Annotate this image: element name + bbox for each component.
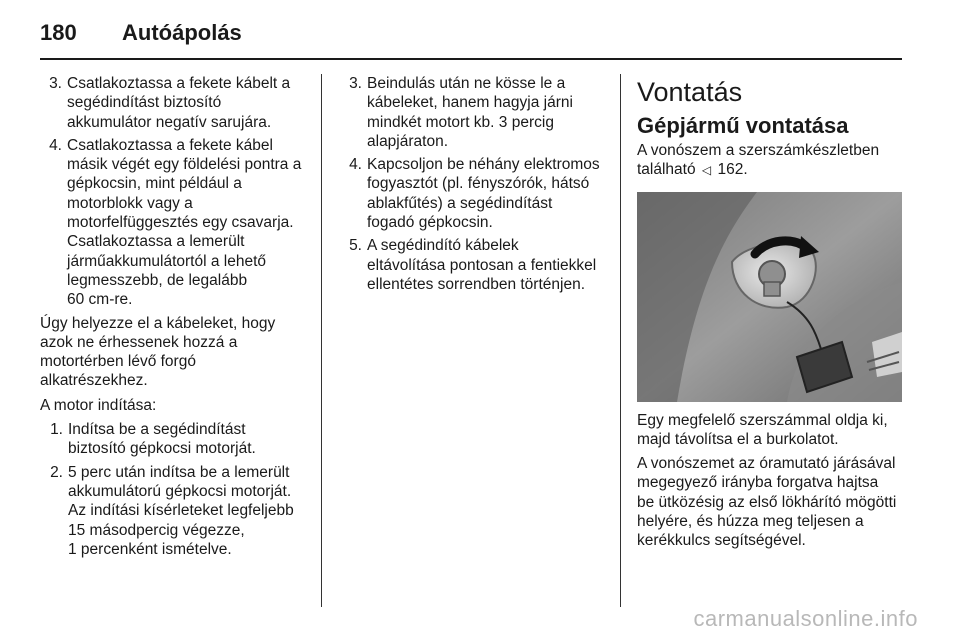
list-item: 3. Beindulás után ne kösse le a kábeleket, hanem hagyja járni mindkét motort kb. 3 percig alapjáraton. bbox=[349, 75, 573, 150]
engine-start-label: A motor indítása: bbox=[40, 396, 157, 414]
header-rule bbox=[40, 58, 902, 60]
column-1 bbox=[40, 74, 308, 563]
column-3 bbox=[637, 74, 905, 556]
after-start-steps bbox=[340, 74, 608, 294]
list-item: 2. 5 perc után indítsa be a lemerült akkumulátorú gépkocsi motorját. Az indítási kísérleteket legfeljebb 15 másodpercig végezze, 1 percenként ismételve. bbox=[50, 463, 294, 558]
page-number: 180 bbox=[40, 20, 77, 45]
list-item: 5. A segédindító kábelek eltávolítása pontosan a fentiekkel ellentétes sorrendben történjen. bbox=[349, 237, 597, 293]
column-divider-2 bbox=[620, 74, 621, 607]
list-item: 4. Kapcsoljon be néhány elektromos fogyasztót (pl. fényszórók, hátsó ablakfűtés) a segédindítást fogadó gépkocsin. bbox=[349, 156, 600, 232]
list-item: 3. Csatlakoztassa a fekete kábelt a segédindítást biztosító akkumulátor negatív sarujára. bbox=[49, 75, 291, 131]
column-divider-1 bbox=[321, 74, 322, 607]
engine-start-steps bbox=[44, 420, 308, 559]
reference-arrow-icon: ◁ bbox=[701, 163, 712, 178]
jump-start-steps-continued bbox=[40, 74, 308, 310]
screw-in-towing-eye-instruction: A vonószemet az óramutató járásával megegyező irányba forgatva hajtsa be ütközésig az első lökhárító mögötti helyére, és húzza meg teljesen a kerékkulcs segítségével. bbox=[637, 455, 897, 550]
column-2 bbox=[340, 74, 608, 298]
remove-cover-instruction: Egy megfelelő szerszámmal oldja ki, majd távolítsa el a burkolatot. bbox=[637, 411, 888, 448]
towing-eye-intro: A vonószem a szerszámkészletben található ◁ 162. bbox=[637, 142, 880, 179]
watermark: carmanualsonline.info bbox=[693, 606, 918, 631]
list-item: 1. Indítsa be a segédindítást biztosító gépkocsi motorját. bbox=[50, 421, 256, 458]
towing-eye-cover-figure bbox=[637, 192, 902, 402]
vehicle-towing-subheading: Gépjármű vontatása bbox=[637, 113, 849, 138]
page-header bbox=[40, 18, 242, 48]
towing-heading: Vontatás bbox=[637, 77, 743, 107]
list-item: 4. Csatlakoztassa a fekete kábel másik végét egy földelési pontra a gépkocsin, mint például a motorblokk vagy a motorfelfüggesztés egy csavarja. Csatlakoztassa a lemerült járműakkumulátortól a lehető legmesszebb, de legalább 60 cm-re. bbox=[49, 136, 302, 309]
section-title: Autóápolás bbox=[122, 20, 242, 45]
cable-placement-note: Úgy helyezze el a kábeleket, hogy azok ne érhessenek hozzá a motortérben lévő forgó alkatrészekhez. bbox=[40, 314, 276, 390]
